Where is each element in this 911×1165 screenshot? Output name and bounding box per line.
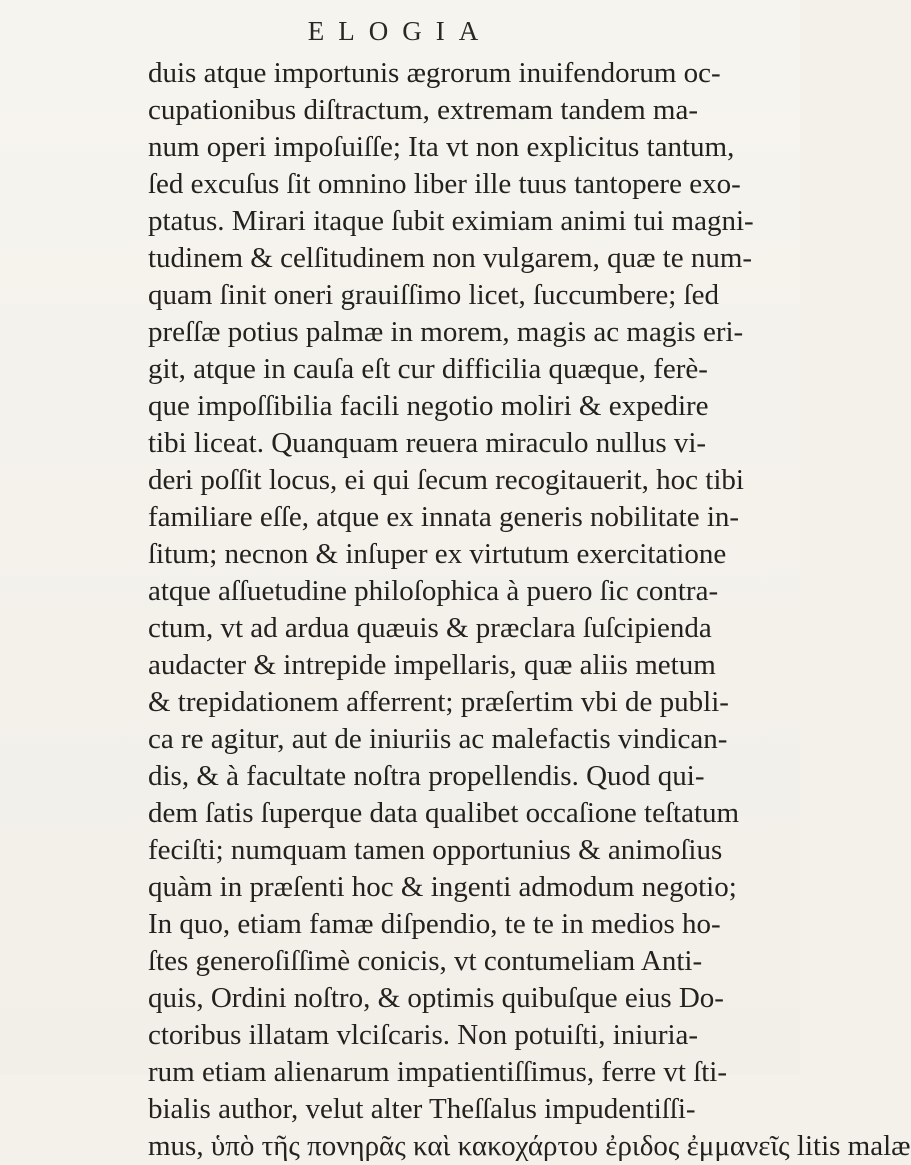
text-line: quam ſinit oneri grauiſſimo licet, ſuccumbere; ſed [148,279,719,311]
text-line: num operi impoſuiſſe; Ita vt non explicitus tantum, [148,131,735,163]
text-line: bialis author, velut alter Theſſalus impudentiſſi- [148,1093,696,1125]
text-line: In quo, etiam famæ diſpendio, te te in medios ho- [148,908,721,940]
text-line: duis atque importunis ægrorum inuifendorum oc- [148,57,721,89]
text-line: ptatus. Mirari itaque ſubit eximiam animi tui magni- [148,205,754,237]
text-line: que impoſſibilia facili negotio moliri & expedire [148,390,709,422]
text-line: atque aſſuetudine philoſophica à puero ſic contra- [148,575,719,607]
text-line: & trepidationem afferrent; præſertim vbi de publi- [148,686,729,718]
text-line: dem ſatis ſuperque data qualibet occaſione teſtatum [148,797,740,829]
running-head: ELOGIA [307,16,493,46]
text-line: ctoribus illatam vlciſcaris. Non potuiſti, iniuria- [148,1019,699,1051]
text-line: quis, Ordini noſtro, & optimis quibuſque eius Do- [148,982,724,1014]
text-line: audacter & intrepide impellaris, quæ aliis metum [148,649,716,681]
text-line: git, atque in cauſa eſt cur difficilia quæque, ferè- [148,353,708,385]
text-line: ctum, vt ad ardua quæuis & præclara ſuſcipienda [148,612,712,644]
text-line: ſtes generoſiſſimè conicis, vt contumeliam Anti- [148,945,703,977]
text-line: rum etiam alienarum impatientiſſimus, ferre vt ſti- [148,1056,728,1088]
text-line: dis, & à facultate noſtra propellendis. Quod qui- [148,760,705,792]
text-line: deri poſſit locus, ei qui ſecum recogitauerit, hoc tibi [148,464,744,496]
text-line: cupationibus diſtractum, extremam tandem ma- [148,94,699,126]
text-line: feciſti; numquam tamen opportunius & animoſius [148,834,723,866]
text-line: quàm in præſenti hoc & ingenti admodum negotio; [148,871,737,903]
text-line: tudinem & celſitudinem non vulgarem, quæ te num- [148,242,753,274]
text-line: ſitum; necnon & inſuper ex virtutum exercitatione [148,538,727,570]
text-line: tibi liceat. Quanquam reuera miraculo nullus vi- [148,427,707,459]
text-line: preſſæ potius palmæ in morem, magis ac magis eri- [148,316,744,348]
text-line: mus, ὑπὸ τῆς πονηρᾶς καὶ κακοχάρτου ἐριδος ἐμμανεῖς litis malæ [148,1130,911,1162]
text-line: familiare eſſe, atque ex innata generis nobilitate in- [148,501,740,533]
body-text [148,55,911,1165]
text-line: ſed excuſus ſit omnino liber ille tuus tantopere exo- [148,168,741,200]
text-line: ca re agitur, aut de iniuriis ac malefactis vindican- [148,723,728,755]
